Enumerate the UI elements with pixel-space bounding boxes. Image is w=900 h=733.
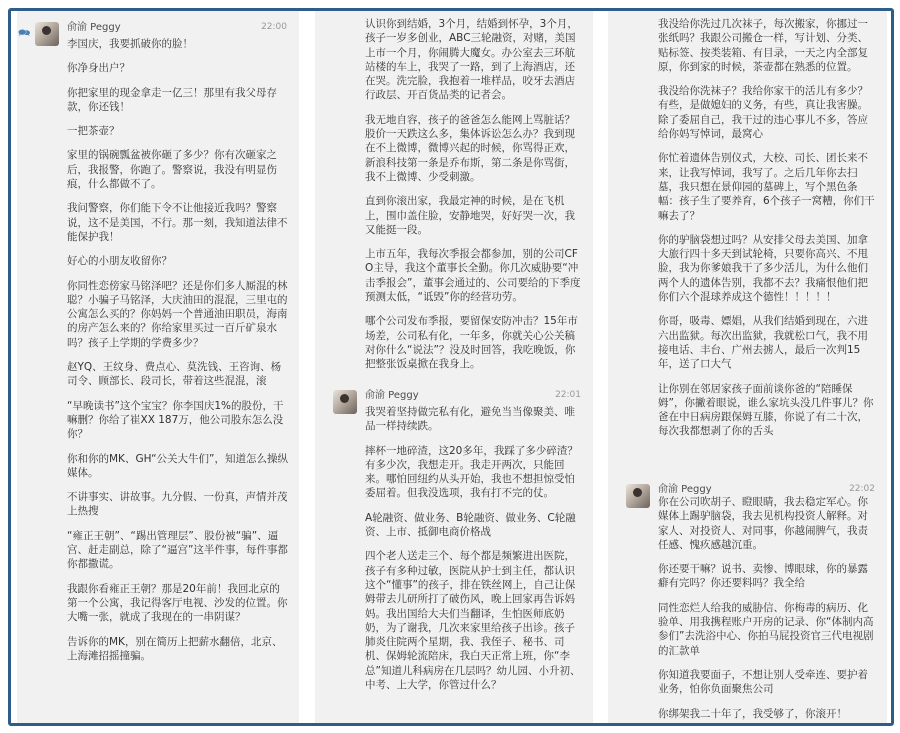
message-paragraph: 你还要干嘛？说书、卖惨、博眼球，你的暴露癖有完吗？你还要料吗？我全给: [658, 563, 868, 590]
message-paragraph: 直到你滚出家，我最定神的时候，是在飞机上，围巾盖住脸，安静地哭，好好哭一次，我又能挺一段。: [365, 195, 575, 236]
message-body: [658, 495, 877, 723]
message-paragraph: 你知道我要面子，不想让别人受牵连、要护着业务，怕你负面聚焦公司: [658, 668, 868, 696]
message-paragraph: A轮融资、做业务、B轮融资、做业务、C轮融资、上市、抵御电商价格战: [365, 511, 576, 539]
sender-name: 俞渝 Peggy: [658, 484, 712, 495]
message-time: 22:01: [555, 390, 581, 400]
message-paragraph: 一把茶壶？: [67, 125, 120, 138]
chat-panel-left[interactable]: [17, 11, 299, 723]
avatar[interactable]: [333, 390, 357, 414]
message-paragraph: 上市五年，我每次季报会都参加，别的公司CFO主导，我这个董事长全勤。你几次威胁要“冲击季报会”，董事会通过的、公司要给的下季度预测太低，“诋毁”你的经营功劳。: [365, 248, 581, 304]
message-paragraph: 赵YQ、王纹身、费点心、莫洗钱、王咨询、杨司令、顾部长、段司长，带着这些混混，滚: [67, 361, 282, 388]
message-paragraph: 好心的小朋友收留你？: [67, 255, 172, 268]
message-time: 22:02: [849, 484, 875, 494]
avatar[interactable]: [626, 484, 650, 508]
message-paragraph: 家里的锅碗瓢盆被你砸了多少？你有次砸家之后，我报警，你跑了。警察说，我没有明显伤痕，什么都做不了。: [67, 149, 277, 191]
message-paragraph: 哪个公司发布季报，要留保安防冲击？15年市场差，公司私有化，一年多，你就关心公关稿对你什么“说法”？没及时回答，我吃晚饭，你把整张饭桌掀在我身上。: [365, 315, 578, 371]
message-body: [365, 405, 583, 702]
message-paragraph: “雍正王朝”、“踢出管理层”、股份被“骗”、逼宫、赶走副总，除了“逼宫”这半件事，每件事都你都撒谎。: [67, 529, 288, 571]
message-paragraph: 摔杯一地碎渣，这20多年，我踩了多少碎渣？有多少次，我想走开。我走开两次，只能回来。哪怕回纽约从头开始，我也不想担惊受怕委屈着。但我没选项，我有打不完的仗。: [365, 444, 578, 500]
message-paragraph: 你忙着遗体告别仪式，大校、司长、团长来不来，让我写悼词，我写了。之后几年你去扫墓，我只想在景仰园的墓碑上，写个黑色条幅：孩子生了要养育，6个孩子一窝糟，你们干嘛去了？: [658, 152, 875, 222]
message-paragraph: 我哭着坚持做完私有化，避免当当像聚美、唯品一样持续跌。: [365, 406, 575, 433]
message-paragraph: 你在公司吹胡子、瞪眼睛，我去稳定军心。你媒体上踢驴脑袋，我去见机构投资人解释。对家人、对投资人、对同事，你越闹脾气，我责任感、愧疚感越沉重。: [658, 496, 868, 551]
sender-name: 俞渝 Peggy: [67, 22, 121, 33]
message-paragraph: 你绑架我二十年了，我受够了，你滚开！: [658, 707, 847, 720]
message-paragraph: 告诉你的MK，别在简历上把薪水翻倍，北京、上海滩招摇撞骗。: [67, 635, 283, 662]
message-body: [658, 17, 877, 449]
message-paragraph: 我没给你洗过几次袜子，每次搬家，你挪过一张纸吗？我跟公司搬仓一样，写计划、分类、贴标签、按类装箱、有目录，一天之内全部复原，你到家的时候，茶壶都在熟悉的位置。: [658, 18, 868, 73]
message-paragraph: 你同性恋傍家马铭泽吧？还是你们多人厮混的林聪？小骗子马铭泽，大庆油田的混混，三里屯的公寓怎么买的？你妈妈一个普通油田职员，海南的房产怎么来的？你给家里买过一百斤矿泉水吗？孩子上学期的学费多少？: [67, 279, 288, 349]
message-paragraph: 你净身出户？: [67, 62, 130, 75]
message-paragraph: 你把家里的现金拿走一亿三！那里有我父母存款，你还钱！: [67, 86, 277, 113]
message-body: [67, 37, 289, 673]
chat-panel-middle[interactable]: [315, 11, 593, 723]
chat-panel-right[interactable]: [608, 11, 887, 723]
sender-name: 俞渝 Peggy: [365, 390, 419, 401]
message-paragraph: 我问警察，你们能下令不让他接近我吗？警察说，这不是美国，不行。那一刻，我知道法律不能保护我！: [67, 202, 288, 243]
message-paragraph: 我没给你洗袜子？我给你家干的活儿有多少？有些，是做媳妇的义务，有些，真让我害臊。除了委屈自己，我干过的违心事儿不多，答应给你妈写悼词，最窝心: [658, 85, 868, 141]
message-paragraph: 我无地自容，孩子的爸爸怎么能网上骂脏话？股价一天跌这么多，集体诉讼怎么办？我到现在不上微博，微博兴起的时候，你骂得正欢，新浪科技第一条是乔布斯，第二条是你骂街，我不上微博、少受刺激。: [365, 113, 575, 183]
message-paragraph: 我跟你看雍正王朝？那是20年前！我回北京的第一个公寓，我记得客厅电视、沙发的位置。你大嘴一张，就成了我现在的一串阴谋？: [67, 582, 288, 624]
message-paragraph: 你的驴脑袋想过吗？从安排父母去美国、加拿大旅行四十多天到试轮椅，只要你高兴、不甩脸，我为你爹娘我干了多少活儿，为什么他们两个人的遗体告别，我都不去？我痛恨他们把你们六个混球养成这个德性！！！！！: [658, 233, 868, 304]
message-paragraph: 同性恋烂人给我的威胁信、你梅毒的病历、化验单、用我携程账户开房的记录、你“体制内高参们”去洗浴中心、你拍马屁投资官三代电视剧的汇款单: [658, 601, 874, 657]
message-paragraph: 你和你的MK、GH“公关大牛们”，知道怎么操纵媒体。: [67, 452, 288, 479]
message-paragraph: 四个老人送走三个、每个都是频繁进出医院，孩子有多种过敏，医院从护士到主任，都认识这个“懂事”的孩子，排在铁丝网上，自己让保姆带去儿研所打了破伤风，晚上回家再告诉妈妈。我出国给大夫们当翻译，生怕医师底奶奶，为了谢我，几次来家里给孩子出诊。孩子肺炎住院两个星期，我、我侄子、秘书、司机、保姆轮流陪床，我白天正常上班，你“李总”知道儿科病房在几层吗？幼儿园、小升初、中考、上大学，你管过什么？: [365, 550, 581, 692]
screenshot-frame: [8, 8, 894, 726]
message-paragraph: 你哥，吸毒、嫖娼，从我们结婚到现在，六进六出监狱。每次出监狱，我就松口气，我不用接电话、丰台、广州去掳人，最后一次判15年，送了口大气: [658, 315, 868, 371]
chat-bubble-icon: 🗪: [18, 28, 31, 39]
message-paragraph: “早晚读书”这个宝宝？你李国庆1%的股份，干嘛删？你给了崔XX 187万，他公司股东怎么没你？: [67, 399, 284, 441]
message-time: 22:00: [261, 22, 287, 32]
message-paragraph: 认识你到结婚，3个月，结婚到怀孕，3个月，孩子一岁多创业，ABC三轮融资，对赌，美国上市一个月，你闹腾大魔女。办公室去三环航站楼的车上，我哭了一路，到了上海酒店，还在哭。洗完脸，我抱着一堆样品，咬牙去酒店行政层、开百货品类的记者会。: [365, 18, 578, 102]
message-paragraph: 让你别在邻居家孩子面前谈你爸的“陪睡保姆”，你撇着眼说，谁么家坑头没几件事儿？你爸在中日病房跟保姆互膝，你说了有二十次，每次我都想剥了你的舌头: [658, 382, 874, 438]
message-body: [365, 17, 583, 382]
avatar[interactable]: [35, 22, 59, 46]
message-paragraph: 不讲事实、讲故事。九分假、一份真，声情并茂上热搜: [67, 491, 288, 518]
message-paragraph: 李国庆，我要抓破你的脸！: [67, 38, 193, 50]
